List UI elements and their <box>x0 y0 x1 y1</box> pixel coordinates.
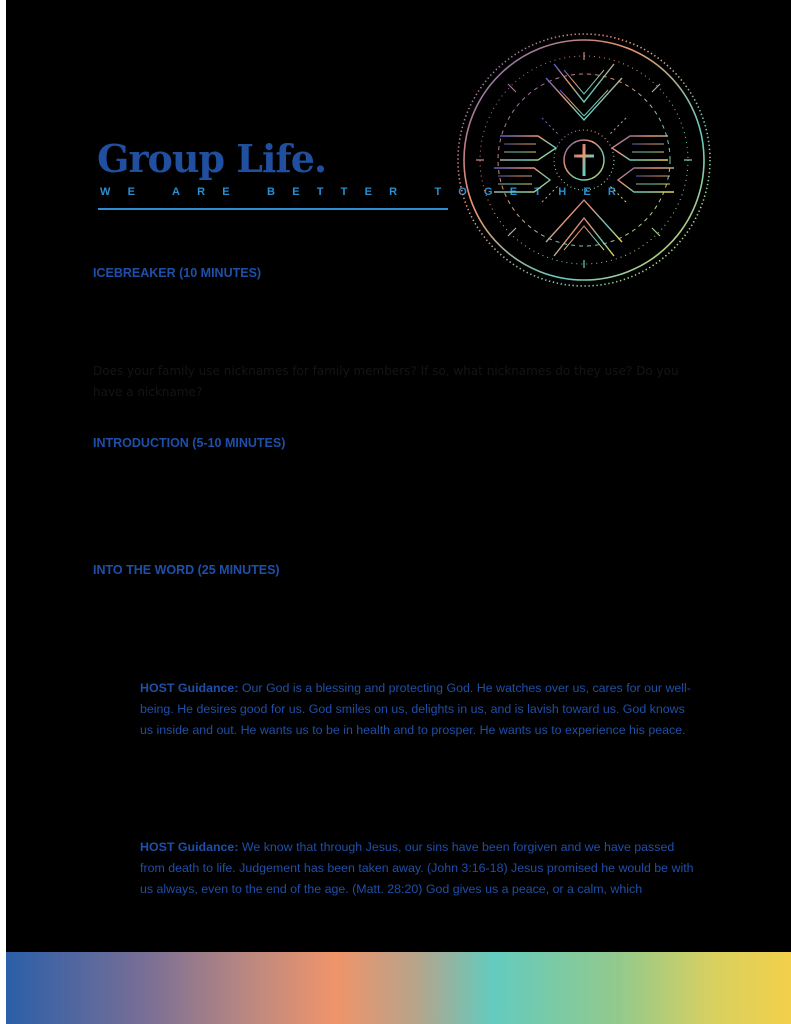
host-guidance-label: HOST Guidance: <box>140 681 239 695</box>
document-page <box>6 0 791 1024</box>
host-guidance-paragraph <box>140 837 700 900</box>
host-guidance-text: Our God is a blessing and protecting God. He watches over us, cares for our well-being. He desires good for us. God smiles on us, delights in us, and is lavish toward us. God knows us inside and out. He wants us to be in health and to prosper. He wants us to experience his peace. <box>140 681 691 737</box>
footer-gradient-bar <box>6 952 791 1024</box>
icebreaker-question: Does your family use nicknames for family members? If so, what nicknames do they use? Do you have a nickname? <box>93 364 679 399</box>
page-subtitle: WE ARE BETTER TOGETHER <box>100 186 634 198</box>
host-guidance-label: HOST Guidance: <box>140 840 239 854</box>
circular-hands-cross-emblem-icon <box>454 30 714 290</box>
into-the-word-heading: INTO THE WORD (25 MINUTES) <box>93 563 280 577</box>
introduction-heading: INTRODUCTION (5-10 MINUTES) <box>93 436 286 450</box>
icebreaker-heading: ICEBREAKER (10 MINUTES) <box>93 266 262 280</box>
host-guidance-paragraph <box>140 678 700 741</box>
title-underline <box>98 208 448 210</box>
page-title: Group Life. <box>97 136 327 181</box>
host-guidance-text: We know that through Jesus, our sins have been forgiven and we have passed from death to life. Judgement has been taken away. (John 3:16-18) Jesus promised he would be with us always, even to the end of the age. (Matt. 28:20) God gives us a peace, or a calm, which <box>140 840 694 896</box>
